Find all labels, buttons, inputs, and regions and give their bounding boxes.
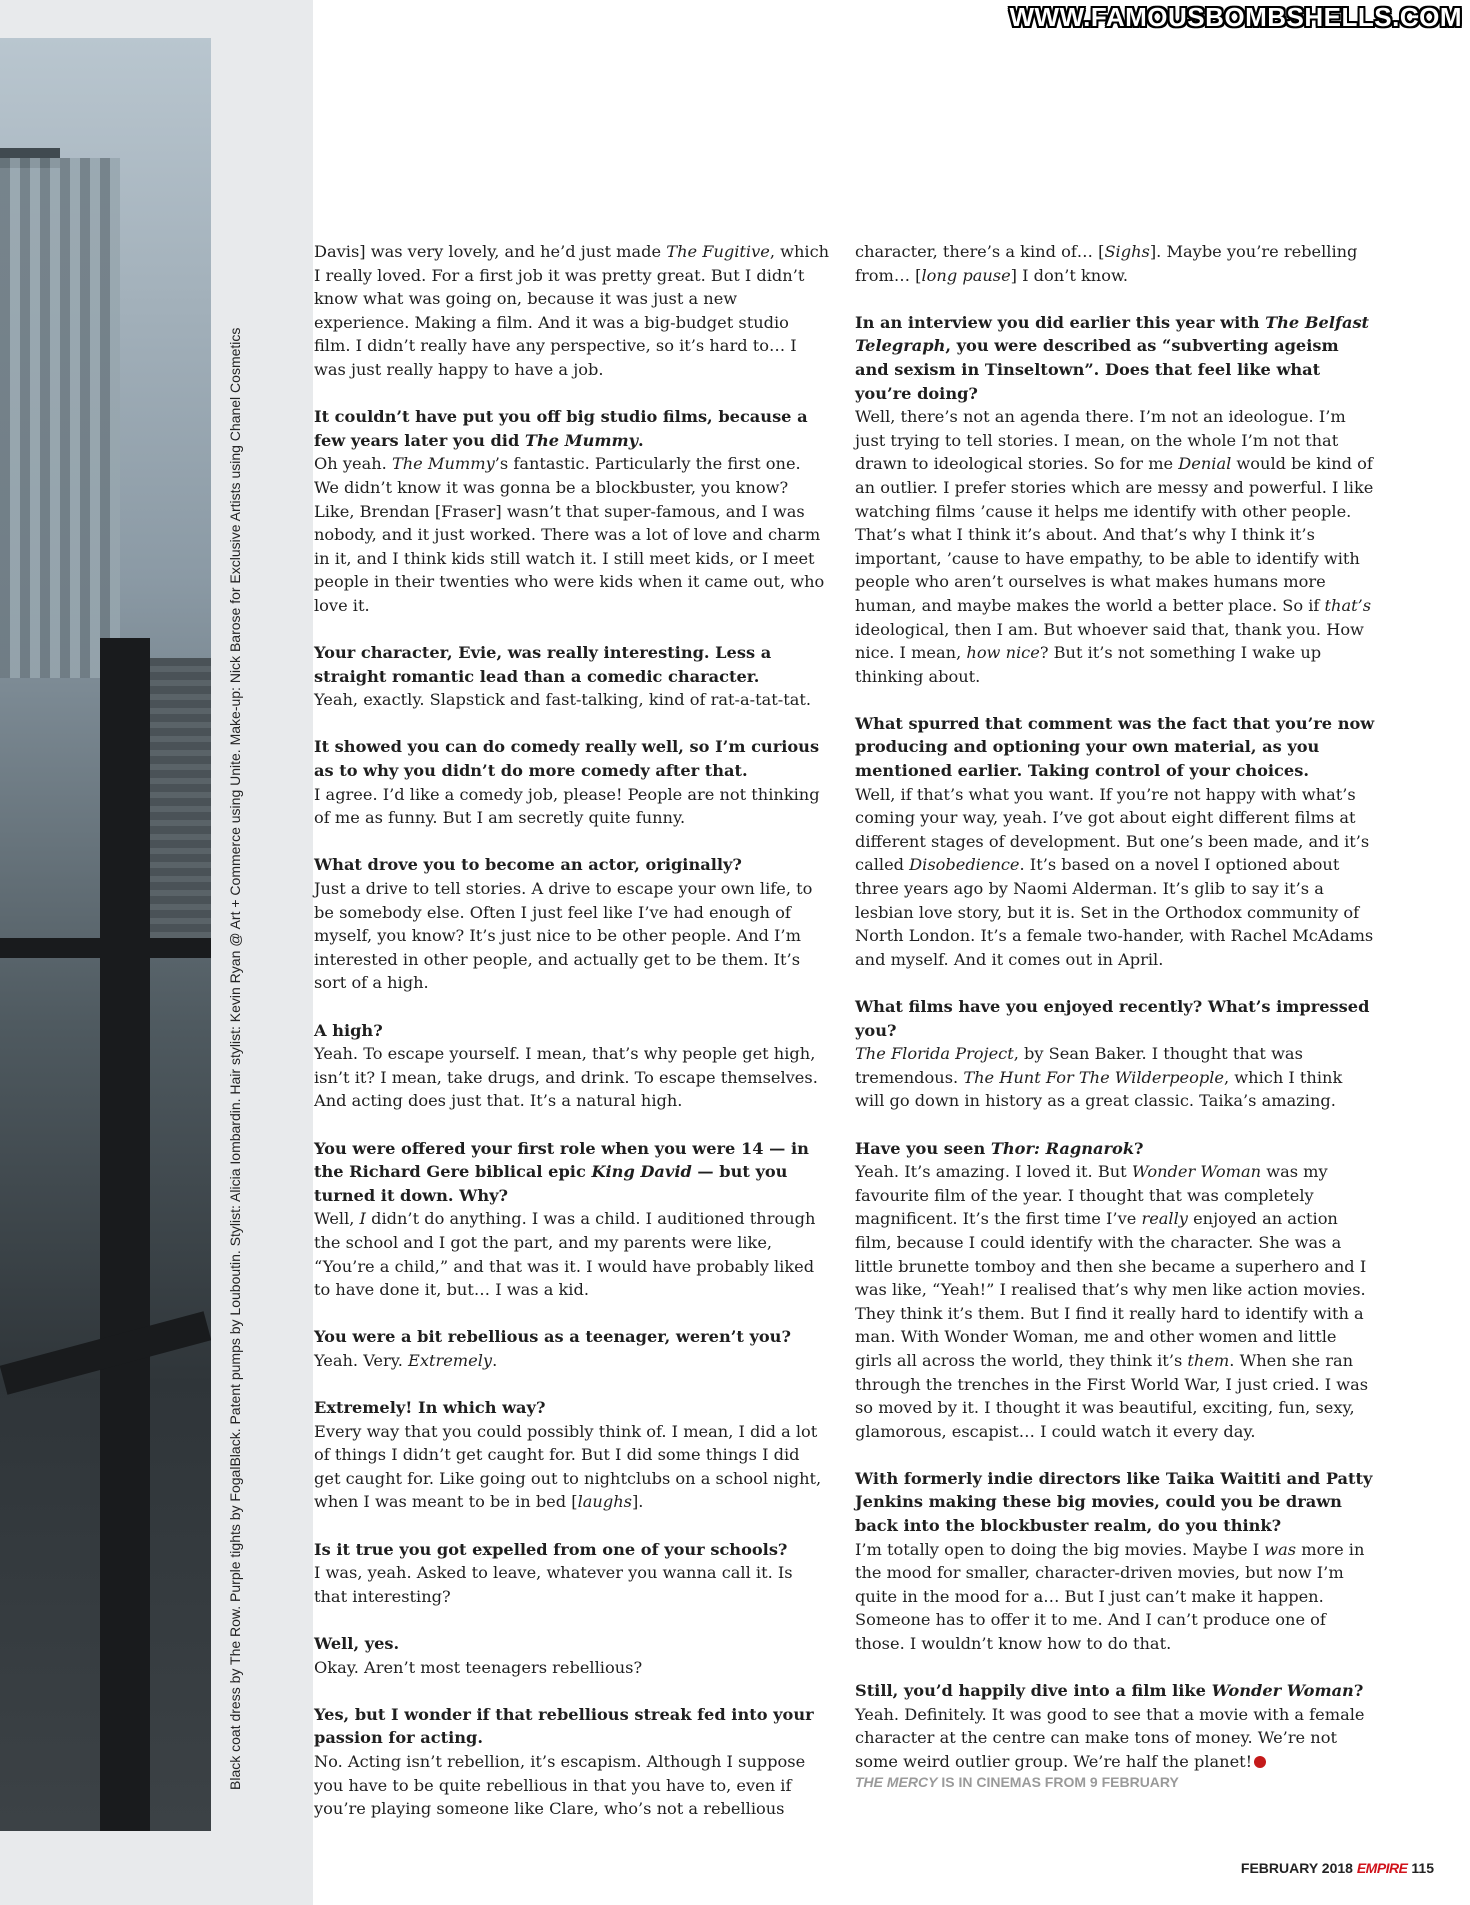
- question: It couldn’t have put you off big studio films, because a few years later you did The Mummy.: [314, 407, 808, 450]
- answer: Okay. Aren’t most teenagers rebellious?: [314, 1657, 643, 1677]
- question: You were a bit rebellious as a teenager, weren’t you?: [314, 1327, 791, 1347]
- qa-block: [855, 1679, 1375, 1773]
- answer: character, there’s a kind of… [Sighs]. Maybe you’re rebelling from… [long pause] I don’t know.: [855, 242, 1358, 285]
- qa-block: [855, 1467, 1375, 1656]
- qa-block: [314, 735, 830, 829]
- qa-block: [314, 641, 830, 712]
- photo-credits: Black coat dress by The Row. Purple tights by FogalBlack. Patent pumps by Louboutin. Stylist: Alicia Iombardin. Hair stylist: Kevin Ryan @ Art + Commerce using Unite. Make-up: Nick Barose for Exclusive Artists using Chanel Cosmetics: [227, 327, 243, 1790]
- photo-panel: [0, 0, 313, 1905]
- end-mark-icon: [1254, 1756, 1266, 1768]
- answer: Yeah. Very. Extremely.: [314, 1350, 498, 1370]
- qa-block: [314, 1019, 830, 1113]
- question: Is it true you got expelled from one of your schools?: [314, 1539, 788, 1559]
- page-number: 115: [1411, 1860, 1434, 1876]
- film-title: THE MERCY: [855, 1774, 938, 1790]
- question: It showed you can do comedy really well, so I’m curious as to why you didn’t do more comedy after that.: [314, 737, 820, 781]
- railing-bar: [0, 938, 211, 958]
- answer: Yeah. To escape yourself. I mean, that’s why people get high, isn’t it? I mean, take drugs, and drink. To escape themselves. And acting does just that. It’s a natural high.: [314, 1044, 818, 1111]
- answer: I agree. I’d like a comedy job, please! People are not thinking of me as funny. But I am secretly quite funny.: [314, 784, 820, 828]
- answer: Yeah. It’s amazing. I loved it. But Wonder Woman was my favourite film of the year. I thought that was completely magnificent. It’s the first time I’ve really enjoyed an action film, because I could identify with the character. She was a little brunette tomboy and then she became a superhero and I was like, “Yeah!” I realised that’s why men like action movies. They think it’s them. But I find it really hard to identify with a man. With Wonder Woman, me and other women and little girls all across the world, they think it’s them. When she ran through the trenches in the First World War, I just cried. I was so moved by it. I thought it was beautiful, exciting, fun, sexy, glamorous, escapist… I could watch it every day.: [855, 1162, 1369, 1441]
- answer: Well, if that’s what you want. If you’re not happy with what’s coming your way, yeah. I’ve got about eight different films at different stages of development. But one’s been made, and it’s called Disobedience. It’s based on a novel I optioned about three years ago by Naomi Alderman. It’s glib to say it’s a lesbian love story, but it is. Set in the Orthodox community of North London. It’s a female two-hander, with Rachel McAdams and myself. And it comes out in April.: [855, 784, 1374, 969]
- question: You were offered your first role when you were 14 — in the Richard Gere biblical epic King David — but you turned it down. Why?: [314, 1138, 809, 1205]
- qa-block: [314, 1703, 830, 1821]
- question: Still, you’d happily dive into a film like Wonder Woman?: [855, 1681, 1364, 1701]
- building-facade: [0, 158, 120, 678]
- qa-block: [314, 1137, 830, 1302]
- question: What spurred that comment was the fact that you’re now producing and optioning your own material, as you mentioned earlier. Taking control of your choices.: [855, 713, 1375, 781]
- answer: The Florida Project, by Sean Baker. I thought that was tremendous. The Hunt For The Wilderpeople, which I think will go down in history as a great classic. Taika’s amazing.: [855, 1044, 1343, 1111]
- answer: I’m totally open to doing the big movies. Maybe I was more in the mood for smaller, character-driven movies, but now I’m quite in the mood for a… But I just can’t make it happen. Someone has to offer it to me. And I can’t produce one of those. I wouldn’t know how to do that.: [855, 1539, 1365, 1654]
- cover-photo: [0, 38, 211, 1831]
- answer: Yeah, exactly. Slapstick and fast-talking, kind of rat-a-tat-tat.: [314, 690, 812, 710]
- answer-block: [314, 240, 830, 382]
- left-column: [314, 240, 830, 1844]
- qa-block: [314, 405, 830, 617]
- issue-date: FEBRUARY 2018: [1240, 1860, 1353, 1876]
- qa-block: [855, 995, 1375, 1113]
- qa-block: [314, 853, 830, 995]
- answer: Davis] was very lovely, and he’d just made The Fugitive, which I really loved. For a first job it was pretty great. But I didn’t know what was going on, because it was just a new experience. Making a film. And it was a big-budget studio film. I didn’t really have any perspective, so it’s hard to… I was just really happy to have a job.: [314, 242, 830, 379]
- qa-block: [314, 1538, 830, 1609]
- page-footer: [1241, 1860, 1434, 1876]
- answer: Well, I didn’t do anything. I was a child. I auditioned through the school and I got the part, and my parents were like, “You’re a child,” and that was it. I would have probably liked to have done it, but… I was a kid.: [314, 1209, 816, 1300]
- answer: Oh yeah. The Mummy’s fantastic. Particularly the first one. We didn’t know it was gonna be a blockbuster, you know? Like, Brendan [Fraser] wasn’t that super-famous, and I was nobody, and it just worked. There was a lot of love and charm in it, and I think kids still watch it. I still meet kids, or I meet people in their twenties who were kids when it came out, who love it.: [314, 454, 825, 615]
- watermark: WWW.FAMOUSBOMBSHELLS.COM: [1009, 2, 1462, 32]
- answer: Just a drive to tell stories. A drive to escape your own life, to be somebody else. Often I just feel like I’ve had enough of myself, you know? It’s just nice to be other people. And I’m interested in other people, and actually get to be them. It’s sort of a high.: [314, 879, 813, 993]
- qa-block: [314, 1396, 830, 1514]
- release-text: IS IN CINEMAS FROM 9 FEBRUARY: [937, 1774, 1179, 1790]
- release-note: [855, 1774, 1179, 1790]
- answer-block: [855, 240, 1375, 287]
- question: What films have you enjoyed recently? What’s impressed you?: [855, 997, 1370, 1040]
- qa-block: [314, 1325, 830, 1372]
- answer: No. Acting isn’t rebellion, it’s escapism. Although I suppose you have to be quite rebellious in that you have to, even if you’re playing someone like Clare, who’s not a rebellious: [314, 1752, 806, 1819]
- magazine-brand: EMPIRE: [1356, 1860, 1408, 1876]
- question: Have you seen Thor: Ragnarok?: [855, 1138, 1144, 1158]
- question: With formerly indie directors like Taika Waititi and Patty Jenkins making these big movies, could you be drawn back into the blockbuster realm, do you think?: [855, 1468, 1373, 1536]
- railing-post: [100, 638, 150, 1831]
- qa-block: [855, 311, 1375, 689]
- answer: I was, yeah. Asked to leave, whatever you wanna call it. Is that interesting?: [314, 1563, 793, 1606]
- question: A high?: [314, 1020, 383, 1040]
- qa-block: [855, 1137, 1375, 1444]
- question: In an interview you did earlier this year with The Belfast Telegraph, you were described as “subverting ageism and sexism in Tinseltown”. Does that feel like what you’re doing?: [855, 312, 1370, 403]
- question: Extremely! In which way?: [314, 1398, 546, 1418]
- answer: Yeah. Definitely. It was good to see that a movie with a female character at the centre can make tons of money. We’re not some weird outlier group. We’re half the planet!: [855, 1704, 1365, 1771]
- question: Well, yes.: [314, 1634, 400, 1654]
- question: Yes, but I wonder if that rebellious streak fed into your passion for acting.: [314, 1704, 814, 1748]
- question: Your character, Evie, was really interesting. Less a straight romantic lead than a comedic character.: [314, 643, 772, 686]
- right-column: [855, 240, 1375, 1797]
- qa-block: [855, 712, 1375, 972]
- answer: Well, there’s not an agenda there. I’m not an ideologue. I’m just trying to tell stories. I mean, on the whole I’m not that drawn to ideological stories. So for me Denial would be kind of an outlier. I prefer stories which are messy and powerful. I like watching films ’cause it helps me identify with other people. That’s what I think it’s about. And that’s why I think it’s important, ’cause to have empathy, to be able to identify with people who aren’t ourselves is what makes humans more human, and maybe makes the world a better place. So if that’s ideological, then I am. But whoever said that, thank you. How nice. I mean, how nice? But it’s not something I wake up thinking about.: [855, 407, 1374, 686]
- qa-block: [314, 1632, 830, 1679]
- answer: Every way that you could possibly think of. I mean, I did a lot of things I didn’t get caught for. But I did some things I did get caught for. Like going out to nightclubs on a school night, when I was meant to be in bed [laughs].: [314, 1421, 822, 1512]
- question: What drove you to become an actor, originally?: [314, 855, 742, 875]
